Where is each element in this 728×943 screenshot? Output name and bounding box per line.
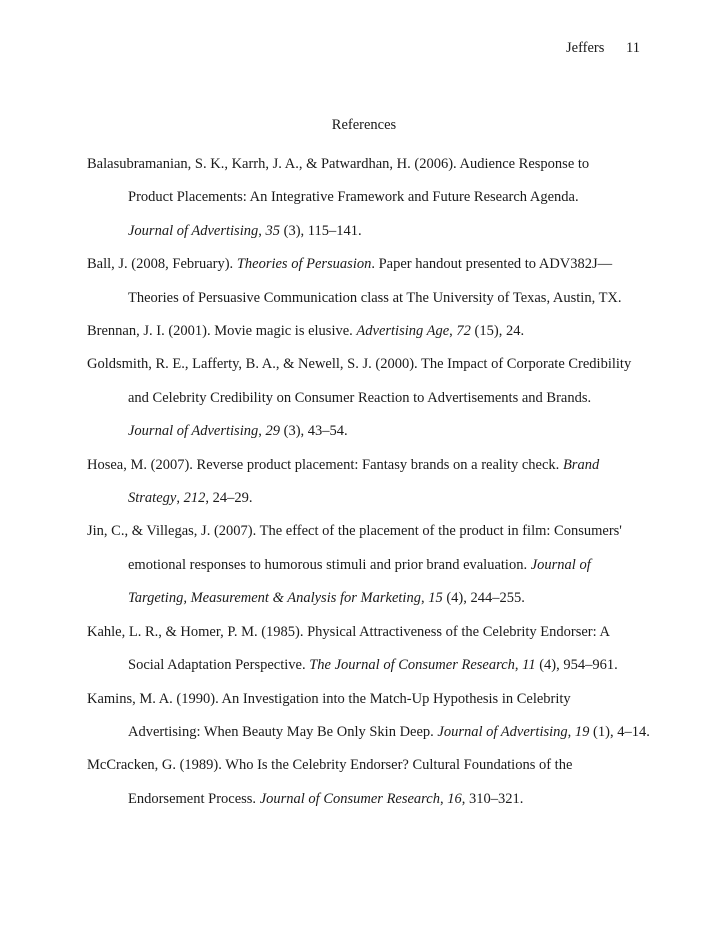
reference-first-line (87, 515, 647, 548)
reference-text: Goldsmith, R. E., Lafferty, B. A., & Newell, S. J. (2000). The Impact of Corporate Credibility (87, 356, 632, 373)
reference-text: , (439, 790, 448, 807)
reference-text: Product Placements: An Integrative Framework and Future Research Agenda. (128, 189, 579, 206)
reference-italic-text: Advertising Age (356, 323, 450, 340)
reference-list (87, 148, 650, 816)
reference-first-line (87, 749, 647, 782)
reference-continuation-line (87, 482, 647, 515)
reference-text: , (567, 723, 575, 740)
reference-continuation-line (87, 215, 647, 248)
reference-text: and Celebrity Credibility on Consumer Reaction to Advertisements and Brands. (128, 389, 592, 406)
reference-continuation-line (87, 549, 647, 582)
reference-continuation-line (87, 415, 647, 448)
reference-text: (1), 4–14. (589, 723, 650, 740)
reference-text: Jin, C., & Villegas, J. (2007). The effect of the placement of the product in film: Consumers' (87, 523, 622, 540)
reference-text: , 24–29. (205, 490, 253, 507)
reference-entry (87, 616, 647, 683)
reference-first-line (87, 248, 647, 281)
reference-entry (87, 683, 650, 750)
reference-text: (15), 24. (470, 323, 525, 340)
reference-italic-text: 29 (265, 423, 280, 440)
reference-text: emotional responses to humorous stimuli and prior brand evaluation. (128, 556, 531, 573)
reference-text: Balasubramanian, S. K., Karrh, J. A., & Patwardhan, H. (2006). Audience Response to (87, 156, 590, 172)
reference-first-line (87, 616, 647, 649)
reference-continuation-line (87, 282, 647, 315)
reference-text: Endorsement Process. (128, 790, 260, 807)
reference-continuation-line (87, 783, 647, 816)
reference-entry (87, 348, 647, 448)
reference-continuation-line (87, 716, 650, 749)
reference-first-line (87, 348, 647, 381)
reference-first-line (87, 683, 647, 716)
reference-text: Brennan, J. I. (2001). Movie magic is elusive. (87, 323, 357, 340)
reference-text: , (258, 423, 266, 440)
reference-text: , (258, 222, 266, 239)
reference-entry (87, 315, 647, 348)
reference-entry (87, 515, 647, 615)
reference-text: , 310–321. (461, 790, 524, 807)
reference-entry (87, 248, 647, 315)
reference-text: , (176, 490, 184, 507)
reference-italic-text: The Journal of Consumer Research (309, 657, 515, 674)
reference-continuation-line (87, 181, 647, 214)
reference-text: , (449, 323, 457, 340)
reference-italic-text: Journal of (530, 556, 591, 573)
reference-text: (4), 954–961. (535, 657, 618, 674)
reference-italic-text: Strategy (128, 490, 177, 507)
reference-continuation-line (87, 382, 647, 415)
reference-text: (4), 244–255. (442, 590, 525, 607)
reference-text: . Paper handout presented to ADV382J— (371, 256, 613, 273)
reference-text: Advertising: When Beauty May Be Only Skin Deep. (128, 723, 438, 740)
reference-continuation-line (87, 649, 647, 682)
references-heading (0, 117, 728, 134)
reference-text: Ball, J. (2008, February). (87, 256, 237, 273)
reference-italic-text: 212 (183, 490, 206, 507)
reference-italic-text: 16 (447, 790, 462, 807)
reference-italic-text: 72 (456, 323, 471, 340)
reference-text: McCracken, G. (1989). Who Is the Celebrity Endorser? Cultural Foundations of the (87, 757, 573, 774)
reference-italic-text: Journal of Advertising (437, 723, 568, 740)
running-head-author: Jeffers (566, 40, 605, 56)
reference-italic-text: Theories of Persuasion (236, 256, 372, 273)
reference-entry (87, 449, 647, 516)
reference-text: (3), 43–54. (279, 423, 348, 440)
running-head (566, 40, 640, 57)
reference-text: Theories of Persuasive Communication class at The University of Texas, Austin, TX. (128, 289, 622, 306)
page-number: 11 (626, 40, 640, 56)
reference-text: Social Adaptation Perspective. (128, 657, 310, 674)
reference-italic-text: 15 (428, 590, 443, 607)
reference-text: , (420, 590, 429, 607)
reference-italic-text: 11 (522, 657, 536, 674)
reference-italic-text: Brand (562, 456, 600, 473)
reference-italic-text: Targeting, Measurement & Analysis for Marketing (128, 590, 421, 607)
references-heading-text: References (331, 117, 397, 133)
reference-text: Kahle, L. R., & Homer, P. M. (1985). Physical Attractiveness of the Celebrity Endorser: A (87, 623, 610, 640)
reference-first-line (87, 315, 647, 348)
reference-continuation-line (87, 582, 647, 615)
reference-italic-text: 19 (574, 723, 590, 740)
reference-text: , (514, 657, 523, 674)
reference-text: Kamins, M. A. (1990). An Investigation into the Match-Up Hypothesis in Celebrity (87, 690, 571, 707)
reference-italic-text: 35 (265, 222, 280, 239)
reference-first-line (87, 449, 647, 482)
reference-italic-text: Journal of Advertising (128, 222, 259, 239)
reference-italic-text: Journal of Consumer Research (259, 790, 440, 807)
reference-text: Hosea, M. (2007). Reverse product placement: Fantasy brands on a reality check. (87, 456, 563, 473)
reference-entry (87, 148, 647, 248)
reference-italic-text: Journal of Advertising (128, 423, 259, 440)
reference-text: (3), 115–141. (279, 222, 362, 239)
reference-entry (87, 749, 647, 816)
reference-first-line (87, 148, 647, 181)
